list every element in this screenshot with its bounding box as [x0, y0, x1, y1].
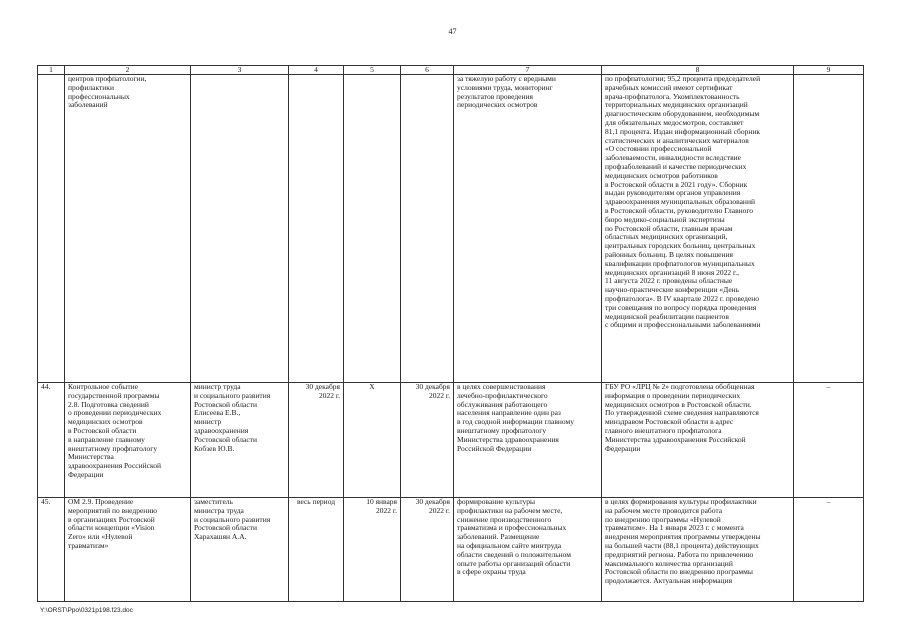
planned-date: 30 декабря 2022 г.: [289, 383, 344, 498]
col-header: 3: [191, 66, 289, 75]
actual-start: 10 января 2022 г.: [344, 498, 401, 602]
responsible: заместитель министра труда и социального развития Ростовской области Харахашян А.А.: [191, 498, 289, 602]
col-header: 6: [401, 66, 454, 75]
col-header: 4: [289, 66, 344, 75]
page-number: 47: [448, 27, 457, 36]
report-table: [37, 65, 864, 602]
col-header: 5: [344, 66, 401, 75]
actual-result: в целях формирования культуры профилактики на рабочем месте проводится работа по внедрению программы «Нулевой травматизм». На 1 января 2023 г. с момента внедрения мероприятия программы утверждены на большей части (88,1 процента) действующих предприятий региона. Работа по привлечению максимального количества организаций Ростовской области по внедрению программы продолжается. Актуальная информация: [602, 498, 794, 602]
col-header: 8: [602, 66, 794, 75]
file-path-footer: Y:\ORST\Ppo\0321p198.f23.doc: [40, 607, 133, 614]
col-header: 7: [454, 66, 602, 75]
actual-start: Х: [344, 383, 401, 498]
expected-result: за тяжелую работу с вредными условиями труда, мониторинг результатов проведения периодических осмотров: [454, 75, 602, 383]
actual-end: 30 декабря 2022 г.: [401, 383, 454, 498]
expected-result: в целях совершенствования лечебно-профилактического обслуживания работающего населения направление один раз в год сводной информации главному внештатному профпатологу Министерства здравоохранения Российской Федерации: [454, 383, 602, 498]
actual-end: [401, 75, 454, 383]
col-header: 1: [38, 66, 65, 75]
table-row: [38, 498, 864, 602]
notes: –: [794, 498, 864, 602]
actual-result: ГБУ РО «ЛРЦ № 2» подготовлена обобщенная информация о проведении периодических медицинских осмотров в Ростовской области. По утвержденной схеме сведения направляются минздравом Ростовской области в адрес главного внештатного профпатолога Министерства здравоохранения Российской Федерации: [602, 383, 794, 498]
col-header: 2: [65, 66, 191, 75]
actual-start: [344, 75, 401, 383]
responsible: [191, 75, 289, 383]
notes: [794, 75, 864, 383]
expected-result: формирование культуры профилактики на рабочем месте, снижение производственного травматизма и профессиональных заболеваний. Размещение на официальном сайте минтруда области сведений о положительном опыте работы организаций области в сфере охраны труда: [454, 498, 602, 602]
actual-end: 30 декабря 2022 г.: [401, 498, 454, 602]
table-row: [38, 383, 864, 498]
header-row: [38, 66, 864, 75]
table-row: [38, 75, 864, 383]
actual-result: по профпатологии; 95,2 процента председателей врачебных комиссий имеют сертификат врача-профпатолога. Укомплектованность территориальных медицинских организаций диагностическим оборудованием, необходимым для обязательных медосмотров, составляет 81,1 процента. Издан информационный сборник статистических и аналитических материалов «О состоянии профессиональной заболеваемости, инвалидности вследствие профзаболеваний и качестве периодических медицинских осмотров работников в Ростовской области в 2021 году». Сборник выдан руководителям органов управления здравоохранения муниципальных образований в Ростовской области, руководителю Главного бюро медико-социальной экспертизы по Ростовской области, главным врачам областных медицинских организаций, центральных городских больниц, центральных районных больниц. В целях повышения квалификации профпатологов муниципальных медицинских организаций 8 июня 2022 г., 11 августа 2022 г. проведены областные научно-практические конференции «День профпатолога». В IV квартале 2022 г. проведено три совещания по вопросу порядка проведения медицинской реабилитации пациентов с общими и профессиональными заболеваниями: [602, 75, 794, 383]
row-number: [38, 75, 65, 383]
event-name: центров профпатологии, профилактики профессиональных заболеваний: [65, 75, 191, 383]
event-name: Контрольное событие государственной программы 2.8. Подготовка сведений о проведении периодических медицинских осмотров в Ростовской области в направление главному внештатному профпатологу Министерства здравоохранения Российской Федерации: [65, 383, 191, 498]
planned-date: весь период: [289, 498, 344, 602]
col-header: 9: [794, 66, 864, 75]
row-number: 45.: [38, 498, 65, 602]
row-number: 44.: [38, 383, 65, 498]
planned-date: [289, 75, 344, 383]
event-name: ОМ 2.9. Проведение мероприятий по внедрению в организациях Ростовской области концепции «Vision Zero» или «Нулевой травматизм»: [65, 498, 191, 602]
notes: –: [794, 383, 864, 498]
responsible: министр труда и социального развития Ростовской области Елисеева Е.В., министр здравоохранения Ростовской области Кобзев Ю.В.: [191, 383, 289, 498]
